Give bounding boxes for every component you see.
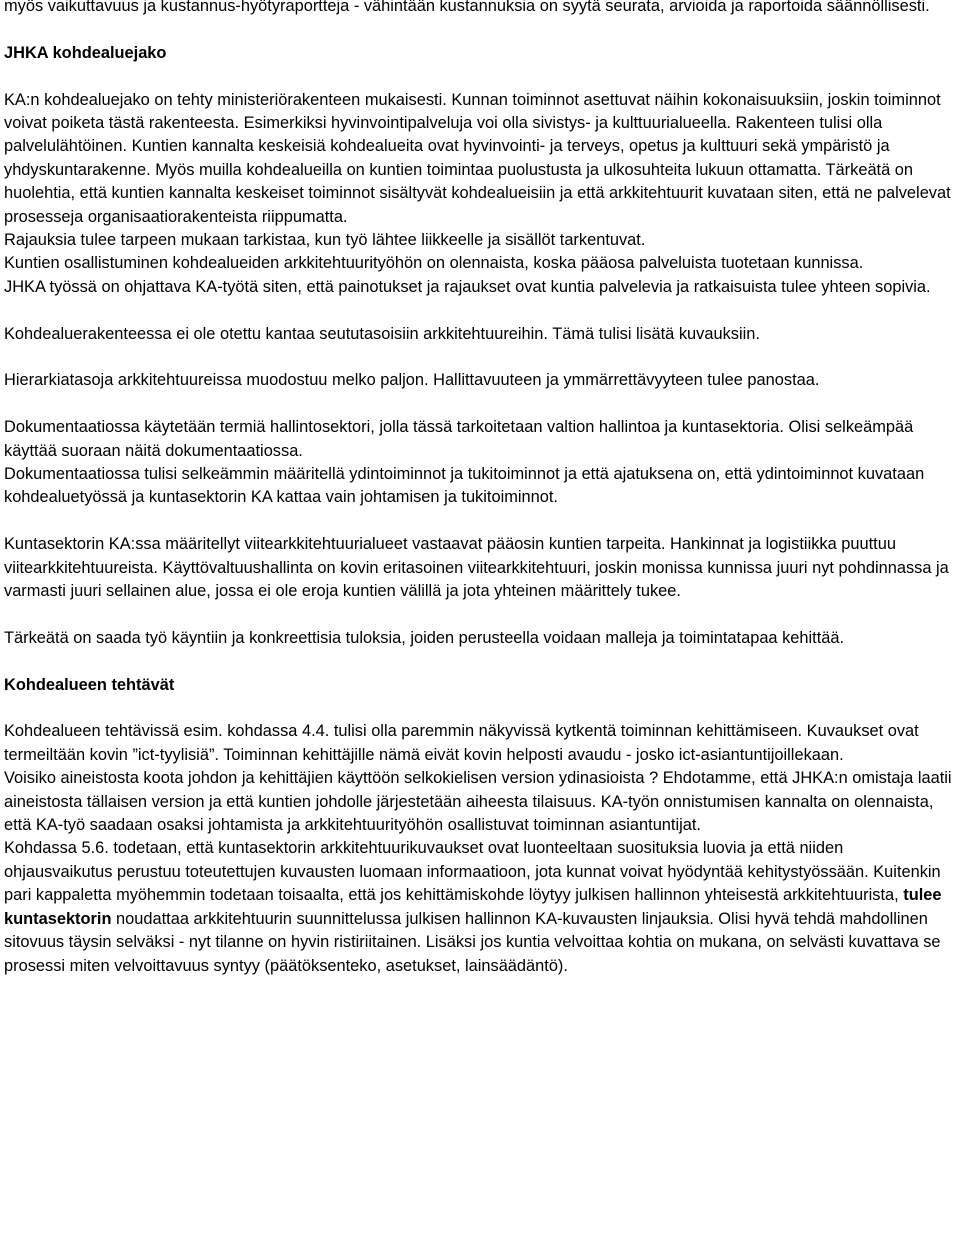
paragraph-kohdealueen-tehtavat: Kohdealueen tehtävissä esim. kohdassa 4.4. tulisi olla paremmin näkyvissä kytkentä toiminnan kehittämiseen. Kuvaukset ovat termeiltään kovin ”ict-tyylisiä”. Toiminnan kehittäjille nämä eivät kovin helposti avaudu - josko ict-asiantuntijoillekaan. (4, 722, 919, 764)
paragraph-seututaso: Kohdealuerakenteessa ei ole otettu kantaa seututasoisiin arkkitehtuureihin. Tämä tulisi lisätä kuvauksiin. (4, 324, 760, 343)
paragraph-kohta-5-6 (4, 837, 952, 977)
paragraph-viitearkkitehtuurit: Kuntasektorin KA:ssa määritellyt viitearkkitehtuurialueet vastaavat pääosin kuntien tarpeita. Hankinnat ja logistiikka puuttuu viitearkkitehtuureista. Käyttövaltuushallinta on kovin eritasoinen viitearkkitehtuuri, joskin monissa kunnissa juuri nyt pohdinnassa ja varmasti juuri sellainen alue, jossa ei ole eroja kuntien välillä ja jota yhteinen määrittely tukee. (4, 535, 949, 601)
intro-paragraph: myös vaikuttavuus ja kustannus-hyötyraportteja - vähintään kustannuksia on syytä seurata, arvioida ja raportoida säännöllisesti. (4, 0, 930, 15)
paragraph-jhka-tyo: JHKA työssä on ohjattava KA-työtä siten, että painotukset ja rajaukset ovat kuntia palvelevia ja ratkaisuista tulee yhteen sopivia. (4, 277, 931, 296)
paragraph-hallintosektori: Dokumentaatiossa käytetään termiä hallintosektori, jolla tässä tarkoitetaan valtion hallintoa ja kuntasektoria. Olisi selkeämpää käyttää suoraan näitä dokumentaatiossa. (4, 418, 914, 460)
paragraph-text-part: Kohdassa 5.6. todetaan, että kuntasektorin arkkitehtuurikuvaukset ovat luonteeltaan suosituksia luovia ja että niiden ohjausvaikutus perustuu toteutettujen kuvausten luomaan informaatioon, jota kunnat voivat hyödyntää kehitystyössään. Kuitenkin pari kappaletta myöhemmin todetaan toisaalta, että jos kehittämiskohde löytyy julkisen hallinnon yhteisestä arkkitehtuurista, (4, 839, 941, 905)
document-page (4, 0, 952, 978)
section-heading-kohdealuejako: JHKA kohdealuejako (4, 43, 167, 62)
section-heading-kohdealueen-tehtavat: Kohdealueen tehtävät (4, 675, 175, 694)
paragraph-selkokielinen-versio: Voisiko aineistosta koota johdon ja kehittäjien käyttöön selkokielisen version ydinasioista ? Ehdotamme, että JHKA:n omistaja laatii aineistosta tällaisen version ja että kuntien johdolle järjestetään aiheesta tilaisuus. KA-työn onnistumisen kannalta on olennaista, että KA-työ saadaan osaksi johtamista ja arkkitehtuurityöhön osallistuvat toiminnan asiantuntijat. (4, 769, 952, 835)
paragraph-kuntien-osallistuminen: Kuntien osallistuminen kohdealueiden arkkitehtuurityöhön on olennaista, koska pääosa palveluista tuotetaan kunnissa. (4, 254, 864, 273)
paragraph-tyon-kaynnistys: Tärkeätä on saada työ käyntiin ja konkreettisia tuloksia, joiden perusteella voidaan malleja ja toimintatapaa kehittää. (4, 628, 845, 647)
paragraph-rajaukset: Rajauksia tulee tarpeen mukaan tarkistaa, kun työ lähtee liikkeelle ja sisällöt tarkentuvat. (4, 231, 646, 250)
paragraph-ydintoiminnot: Dokumentaatiossa tulisi selkeämmin määritellä ydintoiminnot ja tukitoiminnot ja että ajatuksena on, että ydintoiminnot kuvataan kohdealuetyössä ja kuntasektorin KA kattaa vain johtamisen ja tukitoiminnot. (4, 465, 925, 507)
paragraph-hierarkiatasot: Hierarkiatasoja arkkitehtuureissa muodostuu melko paljon. Hallittavuuteen ja ymmärrettävyyteen tulee panostaa. (4, 371, 820, 390)
emphasis-text: tulee kuntasektorin (4, 886, 942, 928)
paragraph-text-part: noudattaa arkkitehtuurin suunnittelussa julkisen hallinnon KA-kuvausten linjauksia. Olisi hyvä tehdä mahdollinen sitovuus täysin selväksi - nyt tilanne on hyvin ristiriitainen. Lisäksi jos kuntia velvoittaa kohtia on mukana, on selvästi kuvattava se prosessi miten velvoittavuus syntyy (päätöksenteko, asetukset, lainsäädäntö). (4, 909, 941, 975)
paragraph-kohdealuejako: KA:n kohdealuejako on tehty ministeriörakenteen mukaisesti. Kunnan toiminnot asettuvat näihin kokonaisuuksiin, joskin toiminnot voivat poiketa tästä rakenteesta. Esimerkiksi hyvinvointipalveluja voi olla sivistys- ja kulttuurialueella. Rakenteen tulisi olla palvelulähtöinen. Kuntien kannalta keskeisiä kohdealueita ovat hyvinvointi- ja terveys, opetus ja kulttuuri sekä ympäristö ja yhdyskuntarakenne. Myös muilla kohdealueilla on kuntien toimintaa puolustusta ja ulkosuhteita lukuun ottamatta. Tärkeätä on huolehtia, että kuntien kannalta keskeiset toiminnot sisältyvät kohdealueisiin ja että arkkitehtuurit kuvataan siten, että ne palvelevat prosesseja organisaatiorakenteista riippumatta. (4, 90, 951, 226)
